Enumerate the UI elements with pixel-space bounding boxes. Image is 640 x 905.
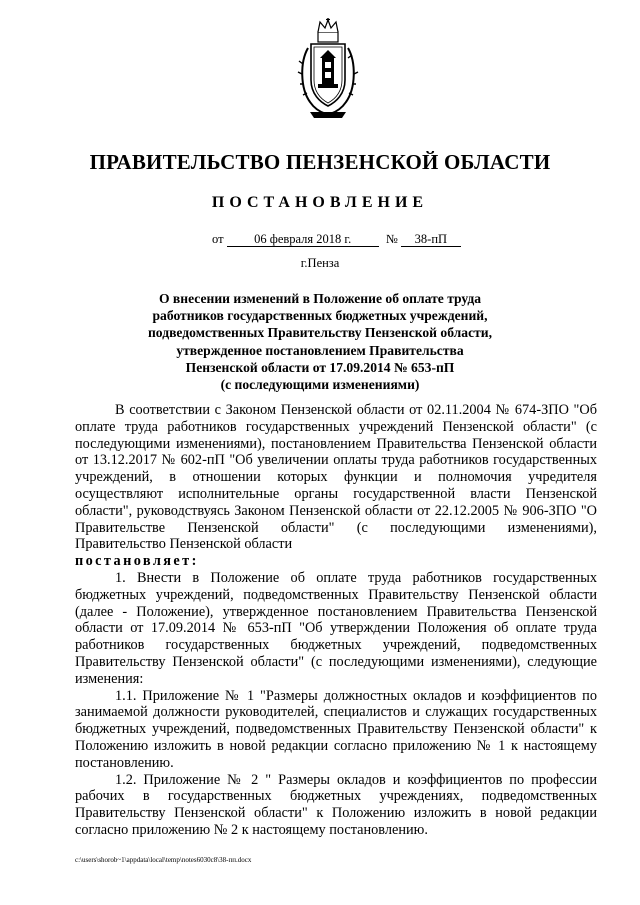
file-path-footer: c:\users\shorob~1\appdata\local\temp\notes6030c8\38-пп.docx [75,856,252,864]
title-line: Пензенской области от 17.09.2014 № 653-пП [185,359,455,375]
document-type: ПОСТАНОВЛЕНИЕ [211,194,429,211]
government-name: ПРАВИТЕЛЬСТВО ПЕНЗЕНСКОЙ ОБЛАСТИ [89,150,551,174]
decree-word: постановляет: [75,553,199,570]
title-line: подведомственных Правительству Пензенской области, [147,325,493,341]
document-title [120,290,520,393]
title-line: О внесении изменений в Положение об оплате труда [158,291,482,306]
item-1-paragraph: 1. Внести в Положение об оплате труда работников государственных бюджетных учреждений, подведомственных Правительству Пензенской области (далее - Положение), утвержденное постановлением Правительства Пензенской области от 17.09.2014 № 653-пП "Об утверждении Положения об оплате труда работников государственных бюджетных учреждений, подведомственных Правительству Пензенской области" (с последующими изменениями), следующие изменения: [75,569,597,687]
document-number: 38-пП [401,232,461,247]
date-number-line [212,232,461,247]
city: г.Пенза [300,256,340,270]
title-line: утвержденное постановлением Правительства [176,342,464,358]
date-prefix: от [212,232,224,246]
item-1-2-paragraph: 1.2. Приложение № 2 " Размеры окладов и коэффициентов по профессии рабочих в государственных бюджетных учреждениях, подведомственных Правительству Пензенской области" к Положению изложить в новой редакции согласно приложению № 2 к настоящему постановлению. [75,771,597,838]
title-line: (с последующими изменениями) [220,377,420,393]
document-date: 06 февраля 2018 г. [227,232,379,247]
title-line: работников государственных бюджетных учреждений, [152,308,488,324]
document-body [75,402,597,839]
coat-of-arms-emblem [296,18,360,120]
preamble-paragraph: В соответствии с Законом Пензенской области от 02.11.2004 № 674-ЗПО "Об оплате труда работников государственных учреждений Пензенской области" (с последующими изменениями), постановлением Правительства Пензенской области от 13.12.2017 № 602-пП "Об увеличении оплаты труда работников государственных учреждений, в отношении которых функции и полномочия учредителя осуществляют исполнительные органы государственной власти Пензенской области", руководствуясь Законом Пензенской области от 22.12.2005 № 906-ЗПО "О Правительстве Пензенской области" (с последующими изменениями), Правительство Пензенской области [75,402,597,553]
item-1-1-paragraph: 1.1. Приложение № 1 "Размеры должностных окладов и коэффициентов по занимаемой должности руководителей, специалистов и служащих государственных бюджетных учреждений, подведомственных Правительству Пензенской области" к Положению изложить в новой редакции согласно приложению № 1 к настоящему постановлению. [75,687,597,771]
number-prefix: № [385,232,398,246]
